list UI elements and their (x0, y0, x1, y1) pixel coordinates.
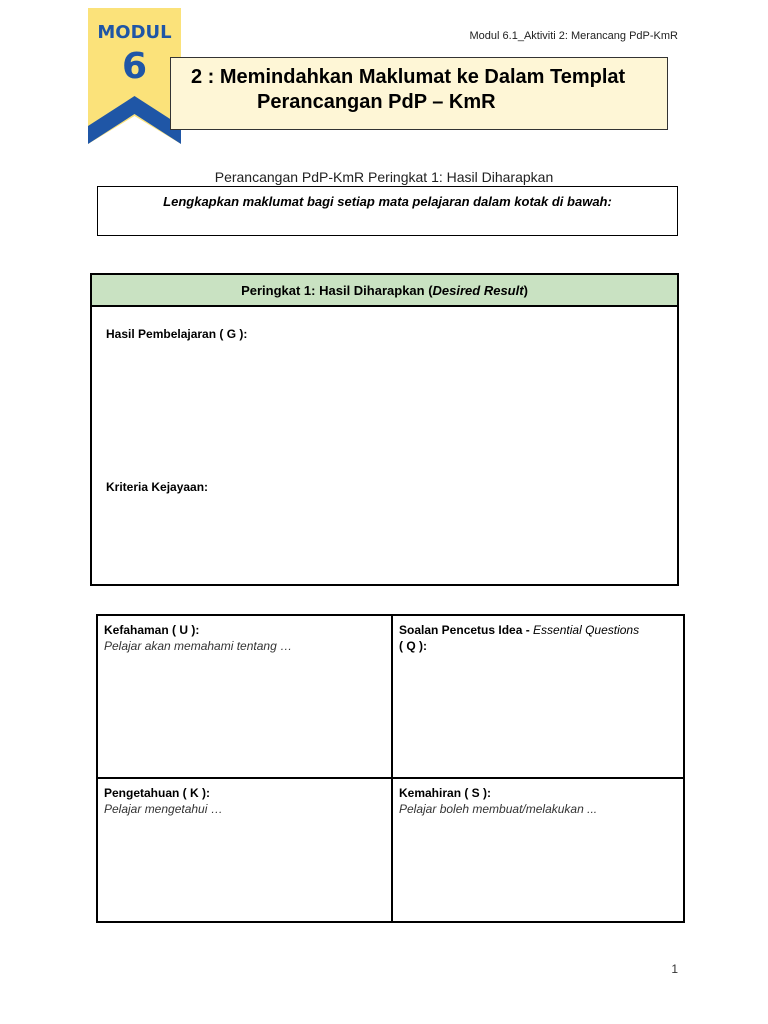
modul-badge-logo (88, 8, 181, 144)
page-number: 1 (671, 962, 678, 976)
instruction-box: Lengkapkan maklumat bagi setiap mata pelajaran dalam kotak di bawah: (97, 186, 678, 236)
learning-outcome-label: Hasil Pembelajaran ( G ): (106, 327, 248, 341)
questions-label (399, 622, 677, 638)
questions-cell (393, 616, 683, 660)
knowledge-label: Pengetahuan ( K ): (104, 786, 211, 800)
result-header-suffix: ) (523, 283, 528, 298)
skills-cell (393, 779, 683, 823)
knowledge-hint: Pelajar mengetahui … (104, 802, 223, 816)
table-divider-vertical (391, 616, 393, 921)
title-line-1: 2 : Memindahkan Maklumat ke Dalam Templat (191, 66, 626, 88)
badge-number: 6 (121, 46, 148, 87)
desired-result-header (92, 275, 677, 307)
title-line-2: Perancangan PdP – KmR (257, 91, 496, 113)
knowledge-cell (98, 779, 391, 823)
understanding-cell (98, 616, 391, 660)
document-reference: Modul 6.1_Aktiviti 2: Merancang PdP-KmR (469, 30, 678, 42)
understanding-label: Kefahaman ( U ): (104, 623, 200, 637)
badge-word: MODUL (97, 22, 172, 43)
skills-hint: Pelajar boleh membuat/melakukan ... (399, 802, 598, 816)
skills-label: Kemahiran ( S ): (399, 786, 492, 800)
result-header-prefix: Peringkat 1: Hasil Diharapkan ( (241, 283, 433, 298)
ukqs-table (96, 614, 685, 923)
title-box (170, 57, 668, 130)
page-subtitle: Perancangan PdP-KmR Peringkat 1: Hasil Diharapkan (214, 169, 554, 185)
questions-label-italic: Essential Questions (533, 623, 640, 637)
result-header-italic: Desired Result (432, 283, 524, 298)
success-criteria-label: Kriteria Kejayaan: (106, 480, 209, 494)
desired-result-section (90, 273, 679, 586)
questions-label-suffix: ( Q ): (399, 639, 427, 653)
understanding-hint: Pelajar akan memahami tentang … (104, 639, 293, 653)
questions-label-text: Soalan Pencetus Idea - (399, 623, 534, 637)
